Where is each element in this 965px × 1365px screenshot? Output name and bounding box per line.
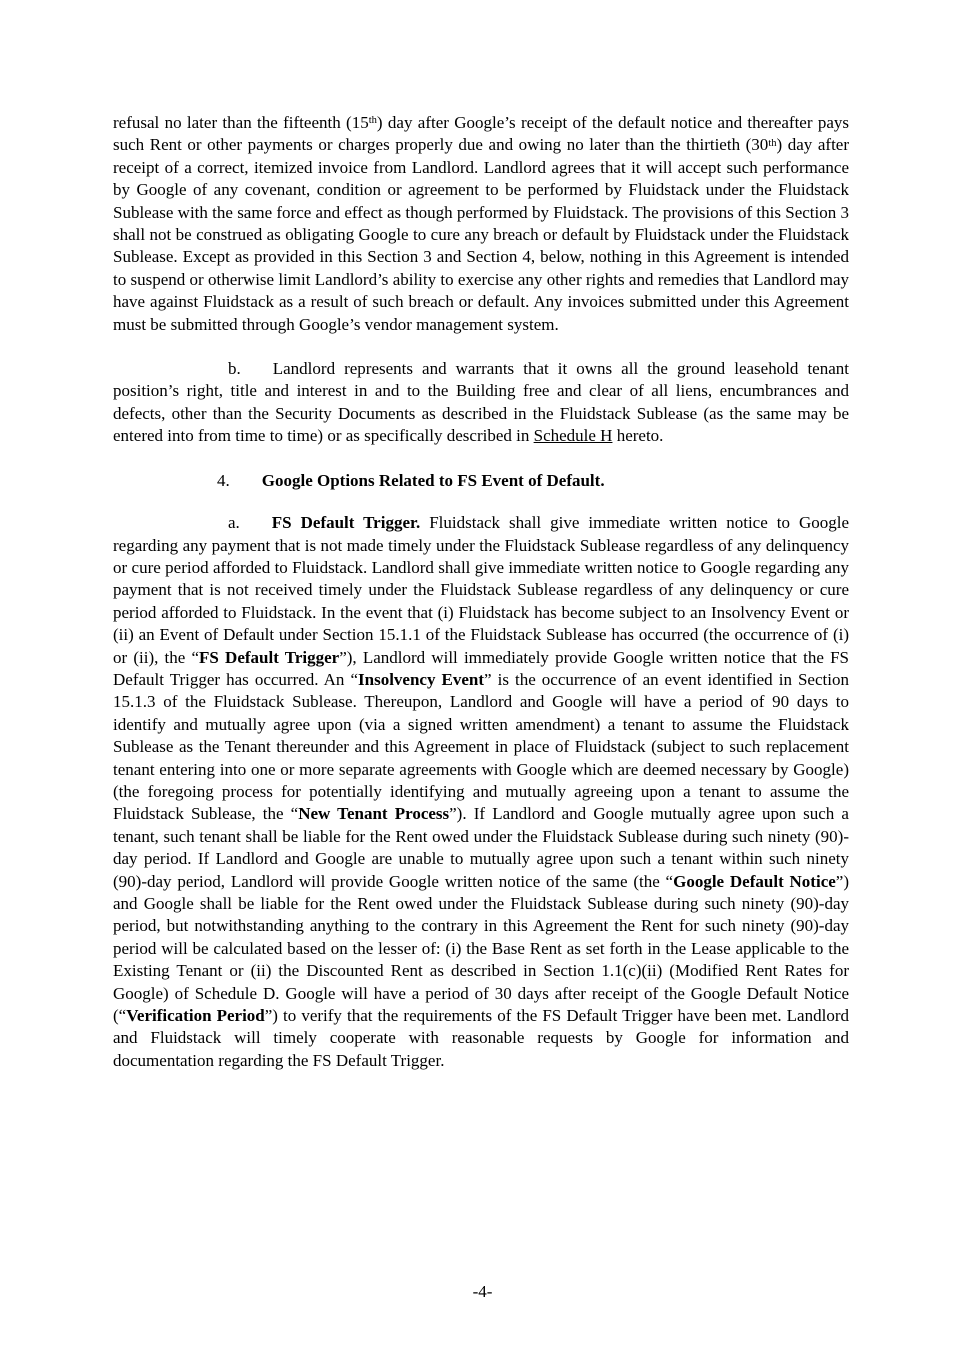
text-run: ) day after Google’s receipt of the default notice and thereafter pays such Rent or other payments or charges properly due and owing no later than the thirtieth (30 [113,113,849,155]
text-run: b. [228,359,241,379]
text-run: FS Default Trigger [199,647,340,667]
text-block [113,112,849,1094]
text-run: hereto. [612,426,664,446]
text-run: ”) to verify that the requirements of the FS Default Trigger have been met. Landlord and Fluidstack will timely cooperate with reasonable requests by Google for information and documentation regarding the FS Default Trigger. [113,1006,849,1070]
paragraph-continuation-section-3 [113,112,849,336]
text-run: ”) and Google shall be liable for the Rent owed under the Fluidstack Sublease during such ninety (90)-day period, but notwithstanding anything to the contrary in this Agreement the Rent for such ninety (90)-day period will be calculated based on the lesser of: (i) the Base Rent as set forth in the Lease applicable to the Existing Tenant or (ii) the Discounted Rent as described in Section 1.1(c)(ii) (Modified Rent Rates for Google) of Schedule D. Google will have a period of 30 days after receipt of the Google Default Notice (“ [113,871,849,1026]
text-run: a. [228,513,240,533]
text-run: Fluidstack shall give immediate written notice to Google regarding any payment that is not made timely under the Fluidstack Sublease regardless of any delinquency or cure period afforded to Fluidstack. Landlord shall give immediate written notice to Google regarding any payment that is not received timely under the Fluidstack Sublease regardless of any delinquency or cure period afforded to Fluidstack. In the event that (i) Fluidstack has become subject to an Insolvency Event or (ii) an Event of Default under Section 15.1.1 of the Fluidstack Sublease has occurred (the occurrence of (i) or (ii), the “ [113,513,850,667]
text-run: ”), Landlord will immediately provide Google written notice that the FS Default Trigger has occurred. An “ [113,647,849,689]
text-run: FS Default Trigger. [271,513,421,533]
section-4-heading [113,470,849,492]
text-run: ”). If Landlord and Google mutually agree upon such a tenant, such tenant shall be liable for the Rent owed under the Fluidstack Sublease during such ninety (90)-day period. If Landlord and Google are unable to mutually agree upon such a tenant within such ninety (90)-day period, Landlord will provide Google written notice of the same (the “ [113,804,849,891]
text-run: Google Default Notice [673,871,836,891]
text-run: Verification Period [126,1006,265,1026]
text-run: 4. [217,470,230,490]
text-run: Landlord represents and warrants that it owns all the ground leasehold tenant position’s right, title and interest in and to the Building free and clear of all liens, encumbrances and defects, other than the Security Documents as described in the Fluidstack Sublease (as the same may be entered into from time to time) or as specifically described in [113,359,849,446]
text-run: refusal no later than the fifteenth (15 [113,113,369,132]
text-run: ) day after receipt of a correct, itemized invoice from Landlord. Landlord agrees that it will accept such performance by Google of any covenant, condition or agreement to be performed by Fluidstack under the Fluidstack Sublease with the same force and effect as though performed by Fluidstack. The provisions of this Section 3 shall not be construed as obligating Google to cure any breach or default by Fluidstack under the Fluidstack Sublease. Except as provided in this Section 3 and Section 4, below, nothing in this Agreement is intended to suspend or otherwise limit Landlord’s ability to exercise any other rights and remedies that Landlord may have against Fluidstack as a result of such breach or default. Any invoices submitted under this Agreement must be submitted through Google’s vendor management system. [113,135,849,334]
text-run: th [768,137,777,149]
text-run: New Tenant Process [298,804,450,824]
text-run: Schedule H [533,426,613,446]
page-number: -4- [472,1282,493,1301]
text-run: Insolvency Event [358,669,485,689]
text-run: Google Options Related to FS Event of Default. [261,470,605,490]
text-run: th [368,115,377,127]
text-run: ” is the occurrence of an event identified in Section 15.1.3 of the Fluidstack Sublease. Thereupon, Landlord and Google will have a period of 90 days to identify and mutually agree upon (via a signed written amendment) a tenant to assume the Fluidstack Sublease as the Tenant thereunder and this Agreement in place of Fluidstack (subject to such replacement tenant entering into one or more separate agreements with Google which are deemed necessary by Google) (the foregoing process for potentially identifying and mutually agreeing upon a tenant to assume the Fluidstack Sublease, the “ [113,669,849,824]
paragraph-subsection-b [113,358,849,448]
paragraph-subsection-a [113,512,849,1072]
